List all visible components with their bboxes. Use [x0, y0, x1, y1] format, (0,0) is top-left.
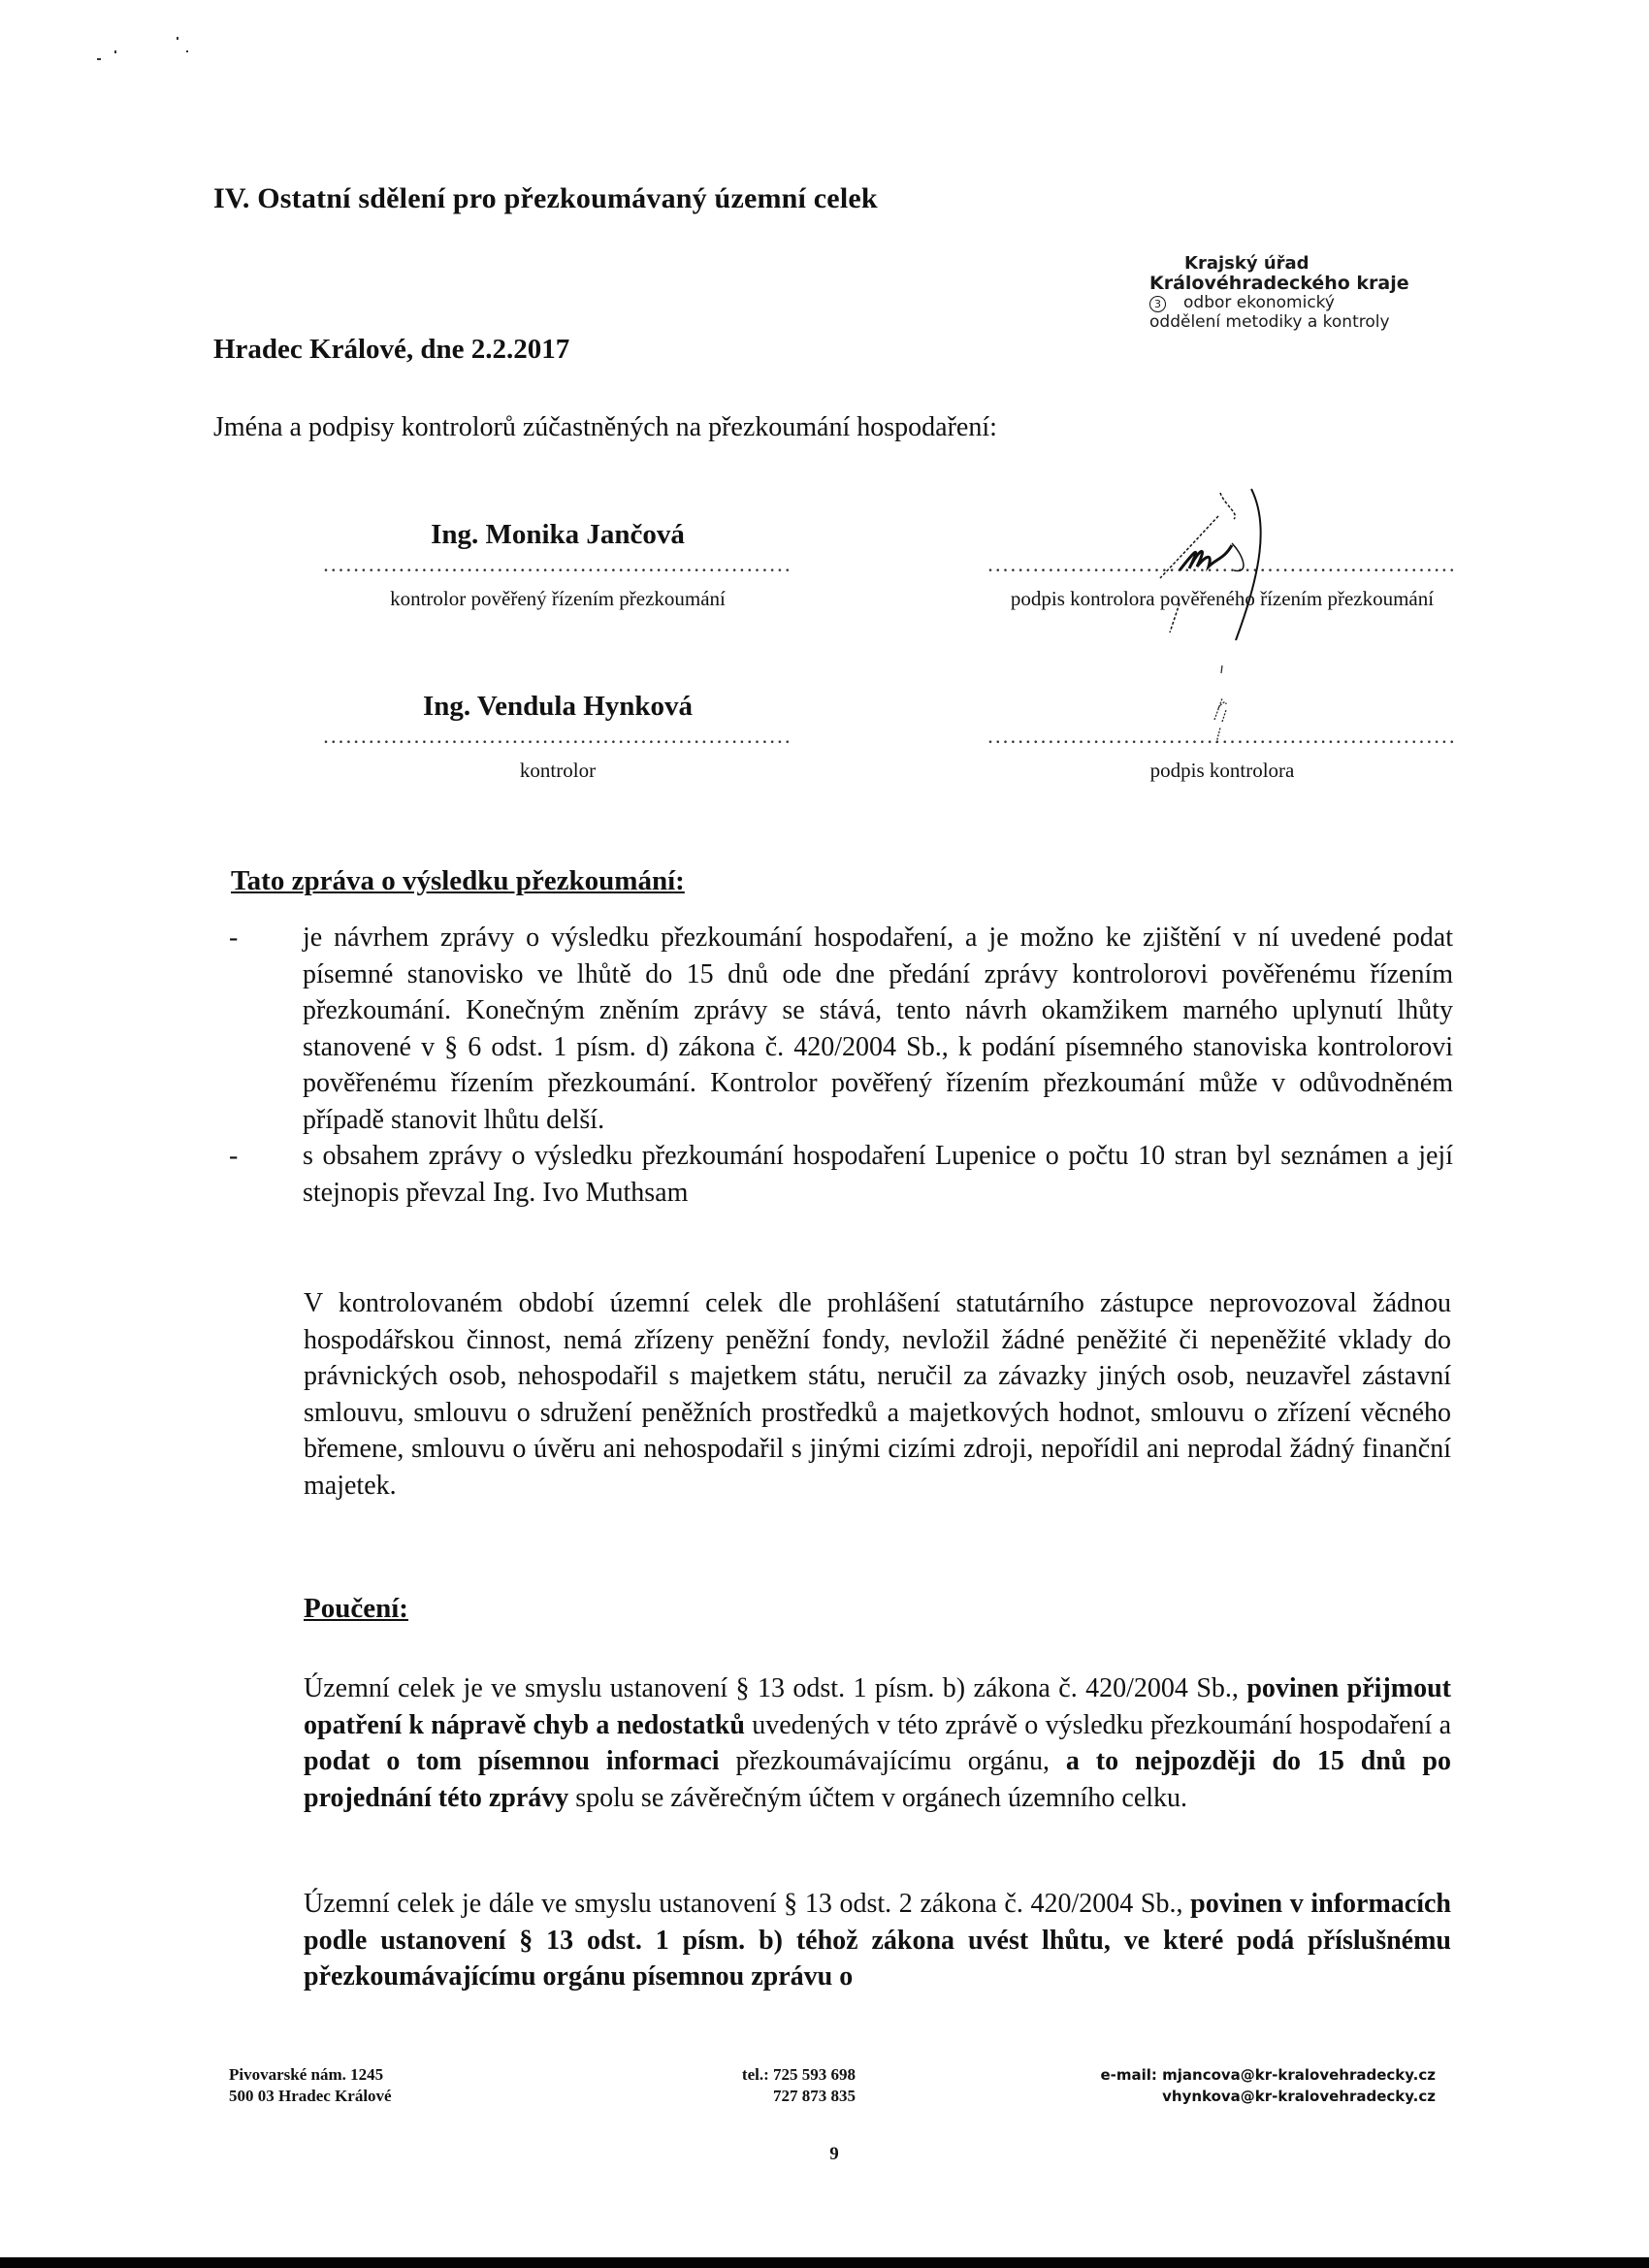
bullet-dash: - [229, 923, 239, 953]
office-stamp [1149, 254, 1440, 332]
footer-address [229, 2064, 392, 2107]
stamp-line-section: oddělení metodiky a kontroly [1149, 312, 1390, 332]
bold-text-run: povinen přijmout opatření k nápravě chyb a nedostatků [304, 1673, 1452, 1740]
intro-text: Jména a podpisy kontrolorů zúčastněných na přezkoumání hospodaření: [213, 412, 997, 442]
bold-text-run: podat o tom písemnou informaci [304, 1746, 720, 1776]
text-run: Územní celek je dále ve smyslu ustanovení § 13 odst. 2 zákona č. 420/2004 Sb., [304, 1889, 1191, 1919]
bold-text-run: povinen v informacích podle ustanovení § 13 odst. 1 písm. b) téhož zákona uvést lhůtu, ve které podá příslušnému přezkoumávajícímu orgánu písemnou zprávu o [304, 1889, 1452, 1992]
bullet-text: je návrhem zprávy o výsledku přezkoumání hospodaření, a je možno ke zjištění v ní uvedené podat písemné stanovisko ve lhůtě do 15 dnů ode dne předání zprávy kontrolorovi pověřenému řízením přezkoumání. Konečným zněním zprávy se stává, tento návrh okamžikem marného uplynutí lhůty stanovené v § 6 odst. 1 písm. d) zákona č. 420/2004 Sb., k podání písemného stanoviska kontrolorovi pověřenému řízením přezkoumání. Kontrolor pověřený řízením přezkoumání může v odůvodněném případě stanovit lhůtu delší. [303, 923, 1453, 1135]
scan-speck [114, 50, 116, 53]
text-run: uvedených v této zprávě o výsledku přezkoumání hospodaření a [744, 1709, 1451, 1740]
dotted-line: .............................................................. [323, 558, 792, 576]
handwritten-signature-2 [1193, 660, 1242, 757]
signatory-1-name: Ing. Monika Jančová [431, 519, 685, 550]
stamp-line-department [1149, 293, 1440, 312]
signatory-2-role: kontrolor [519, 759, 597, 782]
stamp-line-office: Krajský úřad [1184, 253, 1310, 274]
list-item [229, 1138, 1453, 1211]
bold-text-run: a to nejpozději do 15 dnů po projednání této zprávy [304, 1746, 1451, 1813]
footer-address-line: Pivovarské nám. 1245 [229, 2065, 384, 2084]
footer-email [1028, 2064, 1436, 2107]
report-title: Tato zpráva o výsledku přezkoumání: [231, 865, 685, 896]
bullet-text: s obsahem zprávy o výsledku přezkoumání hospodaření Lupenice o počtu 10 stran byl seznámen a její stejnopis převzal Ing. Ivo Muthsam [303, 1141, 1453, 1208]
text-run: Územní celek je ve smyslu ustanovení § 13 odst. 1 písm. b) zákona č. 420/2004 Sb., [304, 1673, 1247, 1703]
stamp-number: 3 [1149, 296, 1166, 312]
footer-phone [700, 2064, 856, 2107]
dotted-line: .............................................................. [323, 729, 792, 748]
handwritten-signature-1 [1116, 485, 1290, 650]
dotted-line: .............................................................. [987, 729, 1457, 748]
text-run: spolu se závěrečným účtem v orgánech územního celku. [568, 1782, 1188, 1813]
footer-email-link[interactable]: e-mail: mjancova@kr-kralovehradecky.cz [1100, 2066, 1436, 2084]
signatory-2-name: Ing. Vendula Hynková [422, 691, 694, 722]
scan-speck [97, 58, 101, 60]
footer-phone-line: tel.: 725 593 698 [741, 2065, 856, 2084]
stamp-line-region: Královéhradeckého kraje [1149, 273, 1409, 294]
section-title: IV. Ostatní sdělení pro přezkoumávaný územní celek [213, 182, 878, 214]
scan-edge-bar [0, 2257, 1649, 2268]
place-and-date: Hradec Králové, dne 2.2.2017 [213, 334, 570, 365]
signatory-1-signature-label: podpis kontrolora pověřeného řízením přezkoumání [1010, 587, 1435, 610]
signatory-1-role: kontrolor pověřený řízením přezkoumání [390, 587, 726, 610]
text-run: přezkoumávajícímu orgánu, [719, 1746, 1066, 1776]
report-bullet-list [229, 920, 1453, 1211]
signatory-2-block [296, 691, 820, 783]
signatory-1-block [296, 519, 820, 611]
stamp-department-text: odbor ekonomický [1183, 293, 1335, 312]
instruction-heading: Poučení: [304, 1593, 408, 1624]
signatory-2-signature-label: podpis kontrolora [1149, 759, 1295, 782]
list-item [229, 920, 1453, 1138]
bullet-dash: - [229, 1141, 239, 1171]
instruction-paragraph-2 [304, 1886, 1451, 1995]
scan-speck [177, 37, 178, 40]
footer-email-link[interactable]: vhynkova@kr-kralovehradecky.cz [1162, 2088, 1436, 2105]
page-number: 9 [829, 2144, 839, 2164]
footer-address-line: 500 03 Hradec Králové [229, 2087, 392, 2105]
instruction-paragraph-1 [304, 1670, 1451, 1816]
statement-paragraph: V kontrolovaném období územní celek dle prohlášení statutárního zástupce neprovozoval žádnou hospodářskou činnost, nemá zřízeny peněžní fondy, nevložil žádné peněžité či nepeněžité vklady do právnických osob, nehospodařil s majetkem státu, neručil za závazky jiných osob, neuzavřel zástavní smlouvu, smlouvu o sdružení peněžních prostředků a majetkových hodnot, smlouvu o zřízení věcného břemene, smlouvu o úvěru ani nehospodařil s jinými cizími zdroji, nepořídil ani neprodal žádný finanční majetek. [304, 1288, 1451, 1501]
footer-phone-line: 727 873 835 [773, 2087, 856, 2105]
dotted-line: .............................................................. [987, 558, 1457, 576]
scan-speck [186, 50, 188, 52]
